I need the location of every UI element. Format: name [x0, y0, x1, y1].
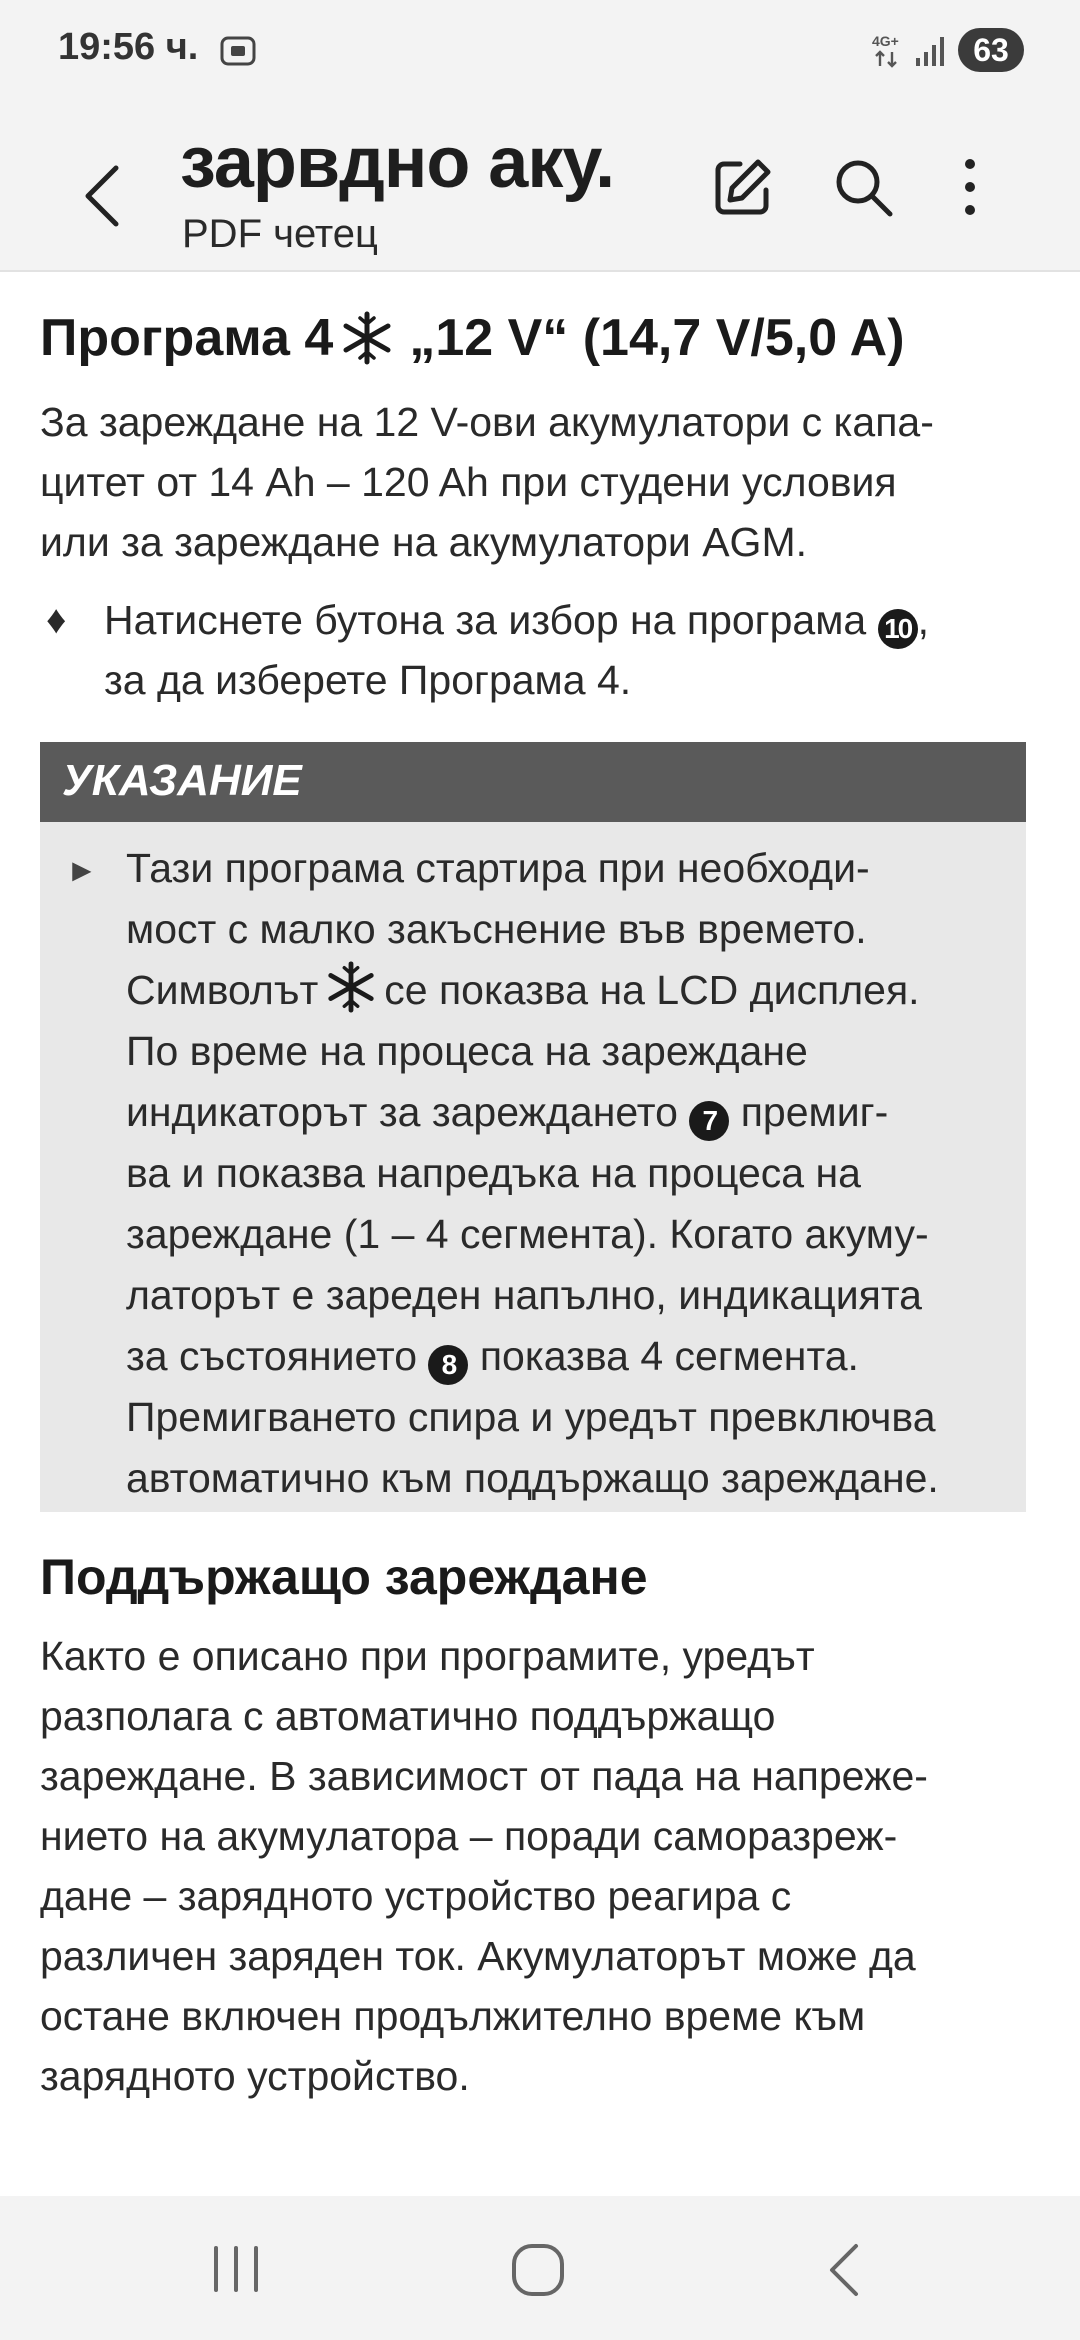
network-label: 4G+	[872, 33, 899, 49]
battery-icon: 63	[958, 28, 1024, 72]
text-line: Тази програма стартира при необходи-	[126, 845, 870, 891]
text-span: индикаторът за зареждането	[126, 1089, 678, 1135]
text-line: зарядното устройство.	[40, 2053, 470, 2099]
text-line: ва и показва напредъка на процеса на	[126, 1150, 861, 1196]
reference-number-10: 10	[878, 609, 918, 649]
signal-icon	[912, 32, 948, 68]
text-line: остане включен продължително време към	[40, 1993, 866, 2039]
text-line: нието на акумулатора – поради саморазреж-	[40, 1813, 898, 1859]
text-line: За зареждане на 12 V-ови акумулатори с капа-	[40, 399, 934, 445]
text-line: Както е описано при програмите, уредът	[40, 1633, 815, 1679]
recents-icon[interactable]	[206, 2244, 266, 2294]
text-line	[126, 1082, 939, 1143]
app-subtitle: PDF четец	[182, 212, 378, 256]
status-time: 19:56 ч.	[58, 26, 199, 68]
bullet-line-1: Натиснете бутона за избор на програма	[104, 597, 867, 643]
heading-program-label: Програма 4	[40, 309, 334, 367]
text-line	[126, 1326, 939, 1387]
pdf-page[interactable]	[0, 272, 1080, 2192]
text-line	[126, 960, 939, 1021]
text-line: или за зареждане на акумулатори AGM.	[40, 519, 807, 565]
text-line: зареждане. В зависимост от пада на напреже-	[40, 1753, 928, 1799]
navigation-bar	[0, 2196, 1080, 2340]
snowflake-icon	[339, 310, 395, 366]
maintenance-charge-description	[40, 1626, 1050, 2106]
text-span: за състоянието	[126, 1333, 418, 1379]
text-line: Премигването спира и уредът превключва	[126, 1394, 936, 1440]
program-description	[40, 392, 1050, 572]
text-line: различен заряден ток. Акумулаторът може да	[40, 1933, 916, 1979]
text-line: дане – зарядното устройство реагира с	[40, 1873, 792, 1919]
text-line: мост с малко закъснение във времето.	[126, 906, 867, 952]
text-line	[104, 590, 929, 650]
reference-number-7: 7	[689, 1101, 729, 1141]
bullet-comma: ,	[917, 597, 930, 643]
status-bar	[0, 0, 1080, 100]
network-icon	[870, 32, 906, 68]
heading-program-spec: „12 V“ (14,7 V/5,0 A)	[409, 309, 905, 367]
back-arrow-icon[interactable]	[76, 156, 136, 236]
text-span: се показва на LCD дисплея.	[384, 967, 920, 1013]
note-box	[40, 742, 1026, 1512]
document-title: зарвдно аку.	[180, 123, 615, 203]
snowflake-icon	[324, 960, 378, 1014]
search-icon[interactable]	[830, 154, 896, 220]
note-arrow-bullet: ►	[66, 852, 98, 888]
edit-icon[interactable]	[710, 154, 776, 220]
bullet-line-2: за да изберете Програма 4.	[104, 657, 632, 703]
text-line: По време на процеса на зареждане	[126, 1028, 808, 1074]
program-heading	[40, 308, 905, 368]
text-line: разполага с автоматично поддържащо	[40, 1693, 776, 1739]
reference-number-8: 8	[428, 1345, 468, 1385]
more-vert-icon[interactable]	[950, 154, 990, 220]
bullet-diamond: ♦	[46, 598, 67, 642]
back-icon[interactable]	[816, 2240, 876, 2300]
text-span: показва 4 сегмента.	[479, 1333, 859, 1379]
text-line: автоматично към поддържащо зареждане.	[126, 1455, 939, 1501]
text-span: Символът	[126, 967, 319, 1013]
maintenance-charge-heading: Поддържащо зареждане	[40, 1549, 648, 1605]
text-span: премиг-	[740, 1089, 889, 1135]
text-line: цитет от 14 Ah – 120 Ah при студени условия	[40, 459, 897, 505]
note-header	[40, 742, 1026, 822]
text-line: зареждане (1 – 4 сегмента). Когато акуму-	[126, 1211, 929, 1257]
screenshot-icon	[218, 30, 258, 70]
app-bar	[0, 100, 1080, 272]
home-icon[interactable]	[508, 2240, 568, 2300]
note-text	[126, 838, 939, 1509]
text-line: латорът е зареден напълно, индикацията	[126, 1272, 922, 1318]
note-title: УКАЗАНИЕ	[62, 756, 302, 805]
